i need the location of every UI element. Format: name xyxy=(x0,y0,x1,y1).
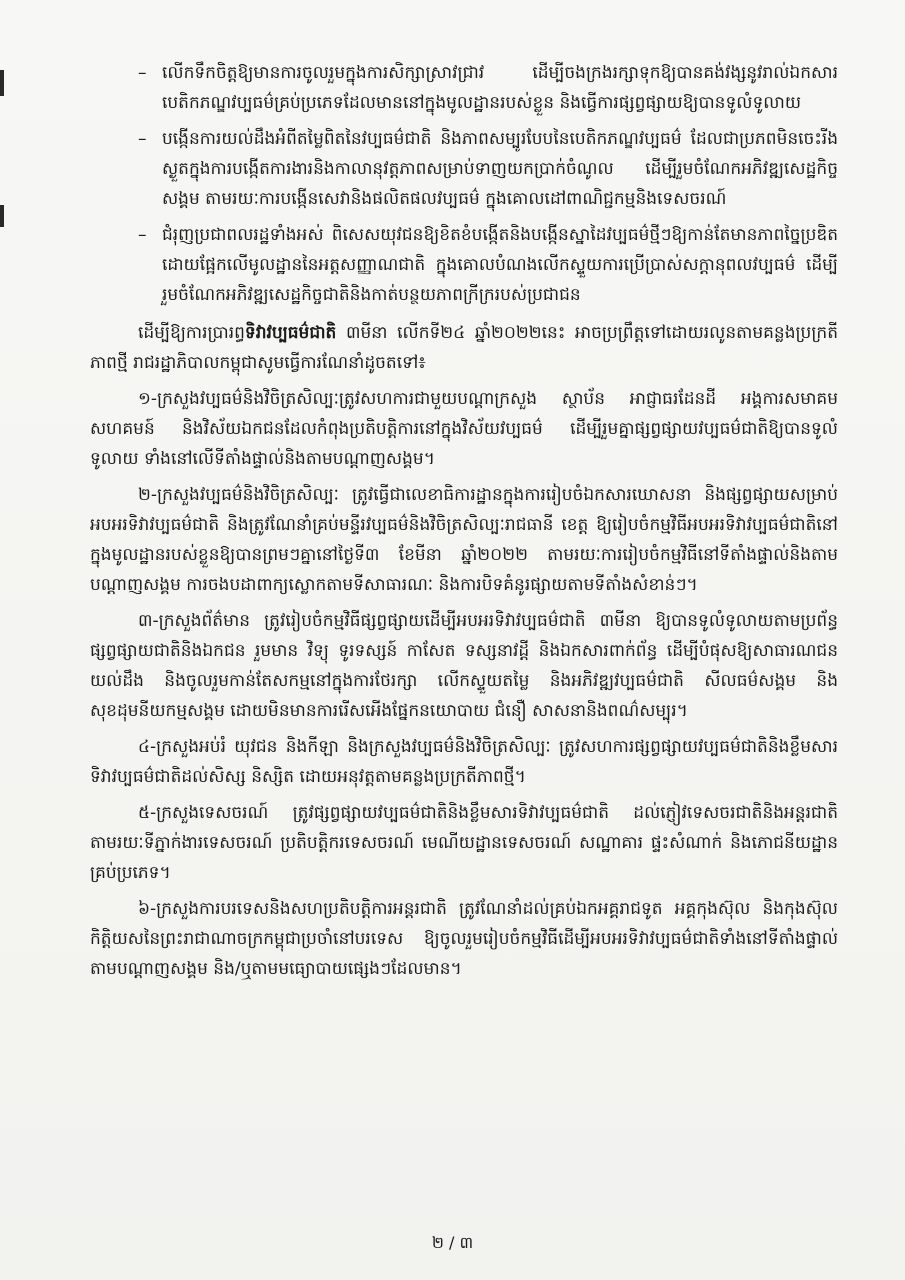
page-number: ២ / ៣ xyxy=(431,1233,474,1252)
directive-item-3: ៣-ក្រសួងព័ត៌មាន ត្រូវរៀបចំកម្មវិធីផ្សព្វផ្សាយដើម្បីអបអរទិវាវប្បធម៌ជាតិ ៣មីនា ឱ្យបានទូលំទូលាយតាមប្រព័ន្ធផ្សព្វផ្សាយជាតិនិងឯកជន រួមមាន វិទ្យុ ទូរទស្សន៍ កាសែត ទស្សនាវដ្តី និងឯកសារពាក់ព័ន្ធ ដើម្បីបំផុសឱ្យសាធារណជនយល់ដឹង និងចូលរួមកាន់តែសកម្មនៅក្នុងការថែរក្សា លើកស្ទួយតម្លៃ និងអភិវឌ្ឍវប្បធម៌ជាតិ សីលធម៌សង្គម និងសុខដុមនីយកម្មសង្គម ដោយមិនមានការរើសអើងផ្នែកនយោបាយ ជំនឿ សាសនានិងពណ៌សម្បុរ។ xyxy=(90,611,838,721)
directive-item-5: ៥-ក្រសួងទេសចរណ៍ ត្រូវផ្សព្វផ្សាយវប្បធម៌ជាតិនិងខ្លឹមសារទិវាវប្បធម៌ជាតិ ដល់ភ្ញៀវទេសចរជាតិនិងអន្តរជាតិ តាមរយៈទីភ្នាក់ងារទេសចរណ៍ ប្រតិបត្តិករទេសចរណ៍ មេណីយដ្ឋានទេសចរណ៍ សណ្ឋាគារ ផ្ទះសំណាក់ និងភោជនីយដ្ឋានគ្រប់ប្រភេទ។ xyxy=(90,803,838,883)
bullet-item xyxy=(138,58,838,118)
directive-item-1: ១-ក្រសួងវប្បធម៌និងវិចិត្រសិល្បៈត្រូវសហការជាមួយបណ្តាក្រសួង ស្ថាប័ន អាជ្ញាធរដែនដី អង្គការសមាគម សហគមន៍ និងវិស័យឯកជនដែលកំពុងប្រតិបត្តិការនៅក្នុងវិស័យវប្បធម៌ ដើម្បីរួមគ្នាផ្សព្វផ្សាយវប្បធម៌ជាតិឱ្យបានទូលំទូលាយ ទាំងនៅលើទីតាំងផ្ទាល់និងតាមបណ្តាញសង្គម។ xyxy=(90,389,838,469)
bullet-dash: – xyxy=(138,63,147,83)
intro-paragraph xyxy=(90,318,838,378)
bullet-item xyxy=(138,124,838,214)
intro-pre: ដើម្បីឱ្យការប្រារព្ធ xyxy=(138,323,245,343)
scan-edge-mark xyxy=(0,70,4,96)
bullet-dash: – xyxy=(138,129,147,149)
intro-post: ៣មីនា លើកទី២៤ ឆ្នាំ២០២២នេះ អាចប្រព្រឹត្តទៅដោយរលូនតាមគន្លងប្រក្រតីភាពថ្មី រាជរដ្ឋាភិបាលកម្ពុជាសូមធ្វើការណែនាំដូចតទៅ៖ xyxy=(90,323,838,373)
bullet-dash: – xyxy=(138,225,147,245)
intro-bold: ទិវាវប្បធម៌ជាតិ xyxy=(244,323,337,343)
directive-item-4: ៤-ក្រសួងអប់រំ យុវជន និងកីឡា និងក្រសួងវប្បធម៌និងវិចិត្រសិល្បៈ ត្រូវសហការផ្សព្វផ្សាយវប្បធម៌ជាតិនិងខ្លឹមសារទិវាវប្បធម៌ជាតិដល់សិស្ស និស្សិត ដោយអនុវត្តតាមគន្លងប្រក្រតីភាពថ្មី។ xyxy=(90,737,838,787)
bullet-text: បង្កើនការយល់ដឹងអំពីតម្លៃពិតនៃវប្បធម៌ជាតិ និងភាពសម្បូរបែបនៃបេតិកភណ្ឌវប្បធម៌ ដែលជាប្រភពមិនចេះរីងស្ងួតក្នុងការបង្កើតការងារនិងកាលានុវត្តភាពសម្រាប់ទាញយកប្រាក់ចំណូល ដើម្បីរួមចំណែកអភិវឌ្ឍសេដ្ឋកិច្ចសង្គម តាមរយៈការបង្កើនសេវានិងផលិតផលវប្បធម៌ ក្នុងគោលដៅពាណិជ្ជកម្មនិងទេសចរណ៍ xyxy=(162,129,838,209)
bullet-text: ជំរុញប្រជាពលរដ្ឋទាំងអស់ ពិសេសយុវជនឱ្យខិតខំបង្កើតនិងបង្កើនស្នាដៃវប្បធម៌ថ្មីៗឱ្យកាន់តែមានភាពច្នៃប្រឌិតដោយផ្អែកលើមូលដ្ឋាននៃអត្តសញ្ញាណជាតិ ក្នុងគោលបំណងលើកស្ទួយការប្រើប្រាស់សក្តានុពលវប្បធម៌ ដើម្បីរួមចំណែកអភិវឌ្ឍសេដ្ឋកិច្ចជាតិនិងកាត់បន្ថយភាពក្រីក្ររបស់ប្រជាជន xyxy=(162,225,838,305)
directive-item-6: ៦-ក្រសួងការបរទេសនិងសហប្រតិបត្តិការអន្តរជាតិ ត្រូវណែនាំដល់គ្រប់ឯកអគ្គរាជទូត អគ្គកុងស៊ុល និងកុងស៊ុលកិត្តិយសនៃព្រះរាជាណាចក្រកម្ពុជាប្រចាំនៅបរទេស ឱ្យចូលរួមរៀបចំកម្មវិធីដើម្បីអបអរទិវាវប្បធម៌ជាតិទាំងនៅទីតាំងផ្ទាល់ តាមបណ្តាញសង្គម និង/ឬតាមមធ្យោបាយផ្សេងៗដែលមាន។ xyxy=(90,899,838,979)
document-body xyxy=(90,58,838,990)
bullet-item xyxy=(138,220,838,310)
directive-item-2: ២-ក្រសួងវប្បធម៌និងវិចិត្រសិល្បៈ ត្រូវធ្វើជាលេខាធិការដ្ឋានក្នុងការរៀបចំឯកសារឃោសនា និងផ្សព្វផ្សាយសម្រាប់អបអរទិវាវប្បធម៌ជាតិ និងត្រូវណែនាំគ្រប់មន្ទីរវប្បធម៌និងវិចិត្រសិល្បៈរាជធានី ខេត្ត ឱ្យរៀបចំកម្មវិធីអបអរទិវាវប្បធម៌ជាតិនៅក្នុងមូលដ្ឋានរបស់ខ្លួនឱ្យបានព្រមៗគ្នានៅថ្ងៃទី៣ ខែមីនា ឆ្នាំ២០២២ តាមរយៈការរៀបចំកម្មវិធីនៅទីតាំងផ្ទាល់និងតាមបណ្តាញសង្គម ការចងបដាពាក្យស្លោកតាមទីសាធារណៈ និងការបិទគំនូរផ្សាយតាមទីតាំងសំខាន់ៗ។ xyxy=(90,485,838,595)
bullet-text: លើកទឹកចិត្តឱ្យមានការចូលរួមក្នុងការសិក្សាស្រាវជ្រាវ ដើម្បីចងក្រងរក្សាទុកឱ្យបានគង់វង្សនូវរាល់ឯកសារបេតិកភណ្ឌវប្បធម៌គ្រប់ប្រភេទដែលមាននៅក្នុងមូលដ្ឋានរបស់ខ្លួន និងធ្វើការផ្សព្វផ្សាយឱ្យបានទូលំទូលាយ xyxy=(162,63,838,113)
scan-edge-mark xyxy=(0,205,4,227)
